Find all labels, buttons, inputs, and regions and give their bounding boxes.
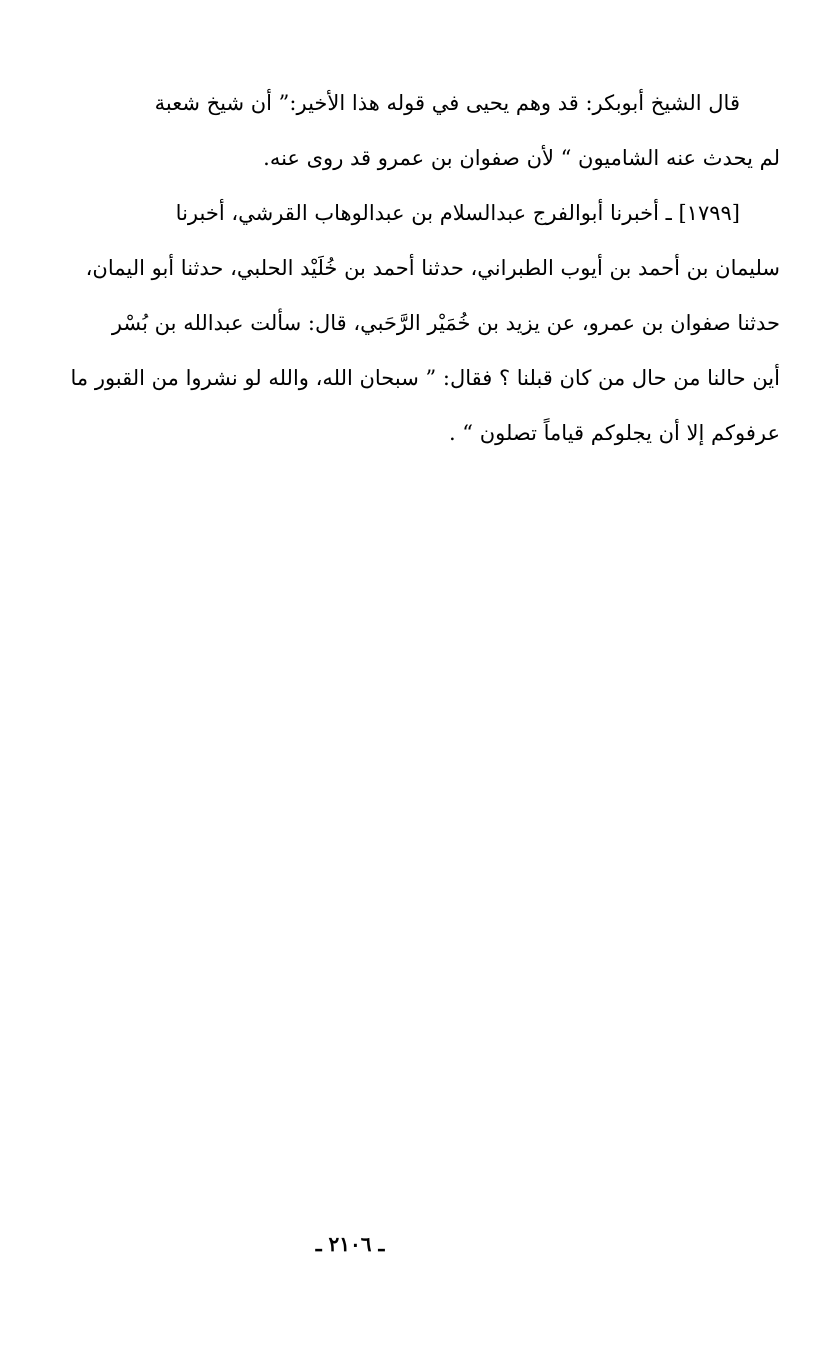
- paragraph-1-line-1: قال الشيخ أبوبكر: قد وهم يحيى في قوله هذا الأخير:” أن شيخ شعبة: [154, 91, 740, 115]
- paragraph-2-line-4: أين حالنا من حال من كان قبلنا ؟ فقال: ” سبحان الله، والله لو نشروا من القبور ما: [70, 366, 780, 390]
- paragraph-2-line-3: حدثنا صفوان بن عمرو، عن يزيد بن خُمَيْر الرَّحَبي، قال: سألت عبدالله بن بُسْر: [111, 311, 780, 335]
- paragraph-2-line-2: سليمان بن أحمد بن أيوب الطبراني، حدثنا أحمد بن خُلَيْد الحلبي، حدثنا أبو اليمان،: [85, 256, 780, 280]
- paragraph-2-line-1: [١٧٩٩] ـ أخبرنا أبوالفرج عبدالسلام بن عبدالوهاب القرشي، أخبرنا: [175, 201, 740, 225]
- page-number: ـ ٢١٠٦ ـ: [315, 1232, 385, 1256]
- paragraph-1-line-2: لم يحدث عنه الشاميون “ لأن صفوان بن عمرو قد روى عنه.: [263, 146, 780, 170]
- paragraph-2-line-5: عرفوكم إلا أن يجلوكم قياماً تصلون “ .: [448, 421, 780, 445]
- body-text: [30, 76, 780, 461]
